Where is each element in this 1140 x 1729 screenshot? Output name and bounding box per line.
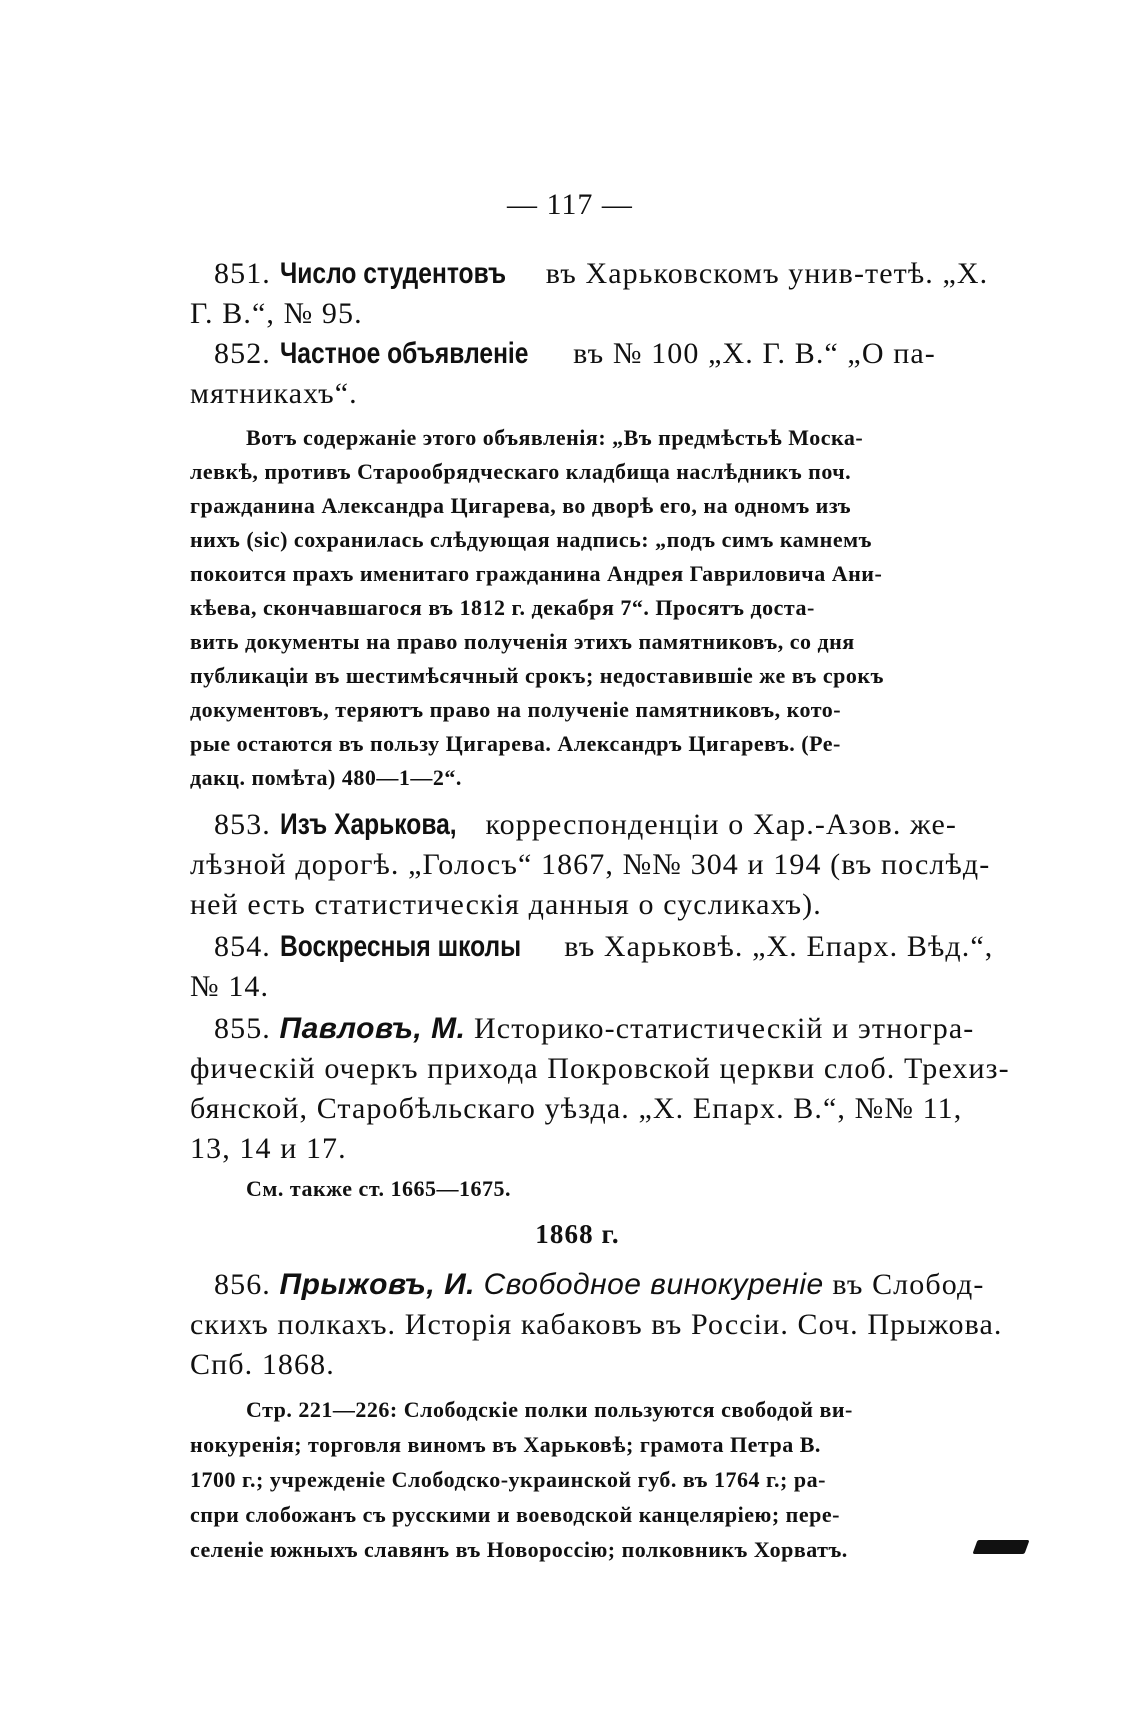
entry-856-title: Свободное винокуреніе <box>483 1268 824 1301</box>
entry-853-line-3: ней есть статистическія данныя о сусликахъ). <box>190 888 822 921</box>
year-heading: 1868 г. <box>535 1219 620 1249</box>
entry-852-title: Частное объявленіе <box>279 337 528 370</box>
page-number: — 117 — <box>507 188 633 221</box>
entry-851-line-2: Г. В.“, № 95. <box>190 297 363 330</box>
note-852-line: левкѣ, противъ Старообрядческаго кладбища наслѣдникъ поч. <box>190 459 852 484</box>
entry-856-line-2: скихъ полкахъ. Исторія кабаковъ въ Россіи. Соч. Прыжова. <box>190 1308 1003 1341</box>
note-856-line: Стр. 221—226: Слободскіе полки пользуются свободой ви- <box>246 1397 853 1422</box>
note-856-line: 1700 г.; учрежденіе Слободско-украинской губ. въ 1764 г.; ра- <box>190 1467 826 1492</box>
note-856-line: спри слобожанъ съ русскими и воеводской канцеляріею; пере- <box>190 1502 840 1527</box>
entry-855-line-2: фическій очеркъ прихода Покровской церкви слоб. Трехиз- <box>190 1052 1010 1085</box>
entry-852-line-1: 852. Частное объявленіе въ № 100 „Х. Г. В.“ „О па- <box>214 337 936 370</box>
note-852-line: рые остаются въ пользу Цигарева. Александръ Цигаревъ. (Ре- <box>190 731 841 756</box>
entry-853-line-2: лѣзной дорогѣ. „Голосъ“ 1867, №№ 304 и 194 (въ послѣд- <box>190 848 991 881</box>
note-856-line: селеніе южныхъ славянъ въ Новороссію; полковникъ Хорватъ. <box>190 1537 848 1562</box>
entry-856-line-1: 856. Прыжовъ, И. Свободное винокуреніе въ Слобод- <box>214 1268 985 1301</box>
note-852-line: документовъ, теряютъ право на полученіе памятниковъ, кото- <box>190 697 842 722</box>
note-852-line: публикаціи въ шестимѣсячный срокъ; недоставившіе же въ срокъ <box>190 663 884 688</box>
entry-853-line-1: 853. Изъ Харькова, корреспонденціи о Хар.-Азов. же- <box>214 808 957 841</box>
entry-854-line-2: № 14. <box>190 970 270 1003</box>
entry-851-title: Число студентовъ <box>279 257 506 290</box>
note-852-line: Вотъ содержаніе этого объявленія: „Въ предмѣстьѣ Моска- <box>246 425 864 450</box>
entry-855-author: Павловъ, М. <box>279 1012 466 1045</box>
note-852-line: вить документы на право полученія этихъ памятниковъ, со дня <box>190 629 855 654</box>
note-852-line: гражданина Александра Цигарева, во дворѣ его, на одномъ изъ <box>190 493 852 518</box>
entry-854-title: Воскресныя школы <box>279 930 521 963</box>
see-also-note: См. также ст. 1665—1675. <box>246 1176 511 1201</box>
entry-854-line-1: 854. Воскресныя школы въ Харьковѣ. „Х. Епарх. Вѣд.“, <box>214 930 994 963</box>
entry-853-title: Изъ Харькова, <box>279 808 457 841</box>
note-852-line: дакц. помѣта) 480—1—2“. <box>190 765 462 790</box>
note-852-line: кѣева, скончавшагося въ 1812 г. декабря 7“. Просятъ доста- <box>190 595 815 620</box>
ink-smudge <box>972 1540 1029 1554</box>
entry-851-line-1: 851. Число студентовъ въ Харьковскомъ унив-тетѣ. „Х. <box>214 257 989 290</box>
note-852-line: нихъ (sic) сохранилась слѣдующая надпись: „подъ симъ камнемъ <box>190 527 872 552</box>
entry-855-line-3: бянской, Старобѣльскаго уѣзда. „Х. Епарх. В.“, №№ 11, <box>190 1092 963 1125</box>
entry-855-line-4: 13, 14 и 17. <box>190 1132 347 1165</box>
note-852-line: покоится прахъ именитаго гражданина Андрея Гавриловича Ани- <box>190 561 883 586</box>
entry-855-line-1: 855. Павловъ, М. Историко-статистическій и этногра- <box>214 1012 975 1045</box>
entry-856-line-3: Спб. 1868. <box>190 1348 335 1381</box>
entry-852-line-2: мятникахъ“. <box>190 377 358 410</box>
note-856-line: нокуренія; торговля виномъ въ Харьковѣ; грамота Петра В. <box>190 1432 821 1457</box>
entry-856-author: Прыжовъ, И. <box>279 1268 475 1301</box>
